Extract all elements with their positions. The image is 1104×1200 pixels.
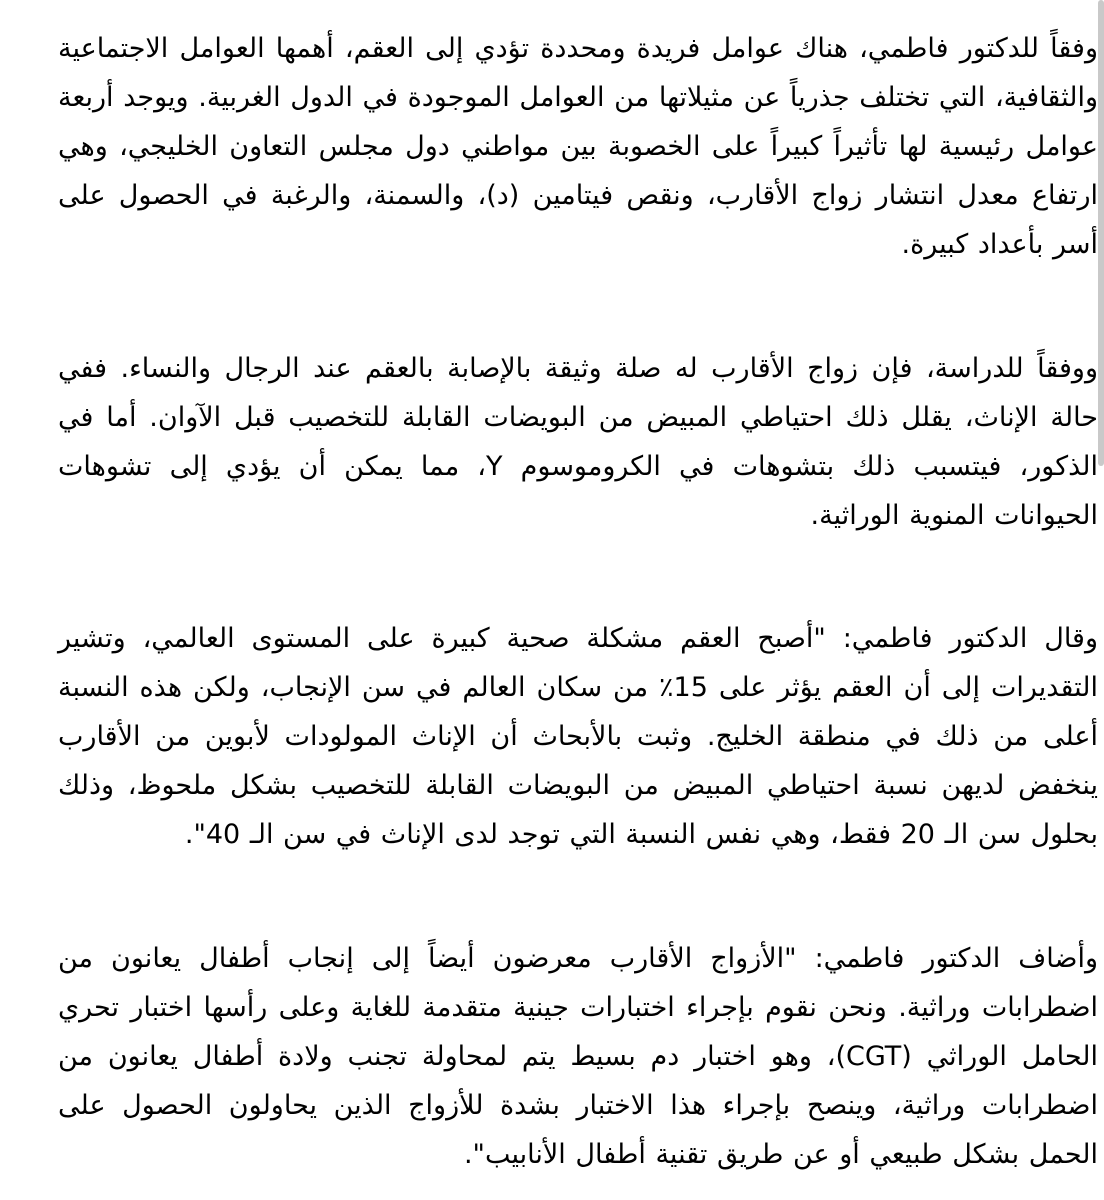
paragraph-infertility-factors: وفقاً للدكتور فاطمي، هناك عوامل فريدة ومحددة تؤدي إلى العقم، أهمها العوامل الاجتماعية والثقافية، التي تختلف جذرياً عن مثيلاتها من العوامل الموجودة في الدول الغربية. ويوجد أربعة عوامل رئيسية لها تأثيراً كبيراً على الخصوبة بين مواطني دول مجلس التعاون الخليجي، وهي ارتفاع معدل انتشار زواج الأقارب، ونقص فيتامين (د)، والسمنة، والرغبة في الحصول على أسر بأعداد كبيرة. (58, 33, 1098, 260)
paragraph-genetic-testing-quote: وأضاف الدكتور فاطمي: "الأزواج الأقارب معرضون أيضاً إلى إنجاب أطفال يعانون من اضطرابات وراثية. ونحن نقوم بإجراء اختبارات جينية متقدمة للغاية وعلى رأسها اختبار تحري الحامل الوراثي (CGT)، وهو اختبار دم بسيط يتم لمحاولة تجنب ولادة أطفال يعانون من اضطرابات وراثية، وينصح بإجراء هذا الاختبار بشدة للأزواج الذين يحاولون الحصول على الحمل بشكل طبيعي أو عن طريق تقنية أطفال الأنابيب". (58, 943, 1098, 1170)
vertical-scrollbar[interactable] (1098, 0, 1104, 466)
paragraph-consanguinity-study: ووفقاً للدراسة، فإن زواج الأقارب له صلة وثيقة بالإصابة بالعقم عند الرجال والنساء. ففي حالة الإناث، يقلل ذلك احتياطي المبيض من البويضات القابلة للتخصيب قبل الآوان. أما في الذكور، فيتسبب ذلك بتشوهات في الكروموسوم Y، مما يمكن أن يؤدي إلى تشوهات الحيوانات المنوية الوراثية. (58, 353, 1098, 531)
paragraph-global-infertility-quote: وقال الدكتور فاطمي: "أصبح العقم مشكلة صحية كبيرة على المستوى العالمي، وتشير التقديرات إلى أن العقم يؤثر على 15٪ من سكان العالم في سن الإنجاب، ولكن هذه النسبة أعلى من ذلك في منطقة الخليج. وثبت بالأبحاث أن الإناث المولودات لأبوين من الأقارب ينخفض لديهن نسبة احتياطي المبيض من البويضات القابلة للتخصيب بشكل ملحوظ، وذلك بحلول سن الـ 20 فقط، وهي نفس النسبة التي توجد لدى الإناث في سن الـ 40". (58, 623, 1098, 850)
